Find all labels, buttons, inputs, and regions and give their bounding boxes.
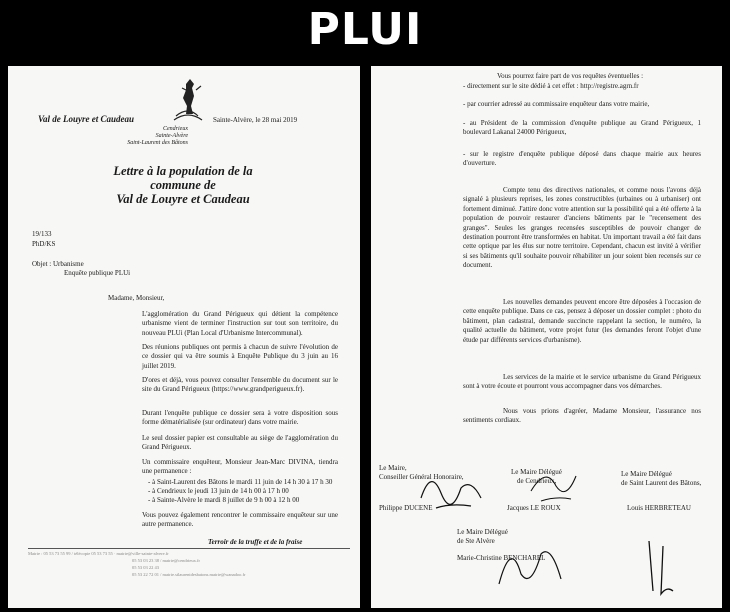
services-paragraph: Les services de la mairie et le service urbanisme du Grand Périgueux sont à votre écoute et pourront vous accompagner dans vos démarches. <box>463 373 701 391</box>
closing-paragraph: Vous pouvez également rencontrer le commissaire enquêteur sur une autre permanence. <box>142 511 338 529</box>
banner-title: PLUI <box>307 3 423 55</box>
signature-2-role: Le Maire Délégué <box>511 468 562 476</box>
title-line-1: Lettre à la population de la <box>113 164 253 178</box>
signature-1-name: Philippe DUCENE <box>379 504 433 512</box>
footer-divider <box>28 548 350 549</box>
logo-name: Val de Louyre et Caudeau <box>38 114 134 124</box>
letter-initials: PhD/KS <box>32 240 56 248</box>
objet-label: Objet : Urbanisme <box>32 260 84 268</box>
signature-scribble-2 <box>521 461 591 511</box>
letter-date: Sainte-Alvère, le 28 mai 2019 <box>213 116 298 124</box>
coat-of-arms-icon <box>168 76 208 122</box>
permanence-2: - à Cendrieux le jeudi 13 juin de 14 h 00 à 17 h 00 <box>148 487 289 495</box>
signature-4-role: Le Maire Délégué <box>457 528 508 536</box>
title-line-2: commune de <box>150 178 216 192</box>
signature-4-title: de Ste Alvère <box>457 537 495 545</box>
footer-line-3: 05 53 03 22 43 <box>132 565 159 570</box>
demandes-paragraph: Les nouvelles demandes peuvent encore être déposées à l'occasion de cette enquête publique. Dans ce cas, pensez à déposer un dossier complet : photo du bâtiment, plan cadastral, demande succincte rappelant la section, le numéro, la qualité actuelle du bâtiment, votre projet futur (les demandes feront l'objet d'une étude par différents services d'urbanisme). <box>463 298 701 344</box>
request-item-3: - au Président de la commission d'enquête publique au Grand Périgueux, 1 boulevard Lakanal 24000 Périgueux, <box>463 119 701 137</box>
commune-2: Sainte-Alvère <box>155 133 188 139</box>
commune-1: Cendrieux <box>163 126 188 132</box>
signature-3-name: Louis HERBRETEAU <box>627 504 691 512</box>
title-line-3: Val de Louyre et Caudeau <box>116 192 250 206</box>
paragraph-2: Des réunions publiques ont permis à chacun de suivre l'évolution de ce dossier qui va être soumis à Enquête Publique du 3 juin au 16 juillet 2019. <box>142 343 338 370</box>
request-item-4: - sur le registre d'enquête publique déposé dans chaque mairie aux heures d'ouverture. <box>463 150 701 168</box>
footer-line-2: 05 53 03 23 38 / mairie@cendrieux.fr <box>132 558 201 563</box>
permanence-1: - à Saint-Laurent des Bâtons le mardi 11 juin de 14 h 30 à 17 h 30 <box>148 478 333 486</box>
paragraph-1: L'agglomération du Grand Périgueux qui détient la compétence urbanisme vient de terminer l'instruction sur tout son territoire, du nouveau PLUi (Plan Local d'Urbanisme Intercommunal). <box>142 310 338 337</box>
logo-communes <box>108 126 188 147</box>
letter-ref: 19/133 <box>32 230 52 238</box>
footer-line-4: 05 53 22 72 01 / mairie.stlaurentdesbatons.mairie@wanadoo.fr <box>132 572 246 577</box>
permanence-3: - à Sainte-Alvère le mardi 8 juillet de 9 h 00 à 12 h 00 <box>148 496 300 504</box>
closing-formula: Nous vous prions d'agréer, Madame Monsieur, l'assurance nos sentiments cordiaux. <box>463 407 701 425</box>
banner <box>0 0 730 58</box>
paragraph-4: Durant l'enquête publique ce dossier sera à votre disposition sous forme dématérialisée (sur ordinateur) dans votre mairie. <box>142 409 338 427</box>
signature-scribble-4 <box>639 536 679 596</box>
signature-scribble-3 <box>491 534 571 594</box>
requests-intro: Vous pourrez faire part de vos requêtes éventuelles : <box>497 72 644 80</box>
paragraph-3: D'ores et déjà, vous pouvez consulter l'ensemble du document sur le site du Grand Périgueux (https://www.grandperigueux.fr). <box>142 376 338 394</box>
request-item-2: - par courrier adressé au commissaire enquêteur dans votre mairie, <box>463 100 650 108</box>
letter-page-2 <box>371 66 722 608</box>
footer-line-1: Mairie : 05 53 73 55 99 / télécopie 05 53 73 55 · mairie@ville-sainte-alvere.fr <box>28 551 169 556</box>
objet-value: Enquête publique PLUi <box>64 269 131 277</box>
signature-scribble-1 <box>411 458 501 518</box>
signature-3-role: Le Maire Délégué <box>621 470 672 478</box>
paragraph-5: Le seul dossier papier est consultable au siège de l'agglomération du Grand Périgueux. <box>142 434 338 452</box>
paragraph-6: Un commissaire enquêteur, Monsieur Jean-Marc DIVINA, tiendra une permanence : <box>142 458 338 476</box>
footer-slogan: Terroir de la truffe et de la fraise <box>208 538 303 546</box>
signature-1-title: Conseiller Général Honoraire, <box>379 473 464 481</box>
signature-4-name: Marie-Christine BENCHAREL <box>457 554 546 562</box>
granges-paragraph: Compte tenu des directives nationales, et comme nous l'avons déjà signalé à plusieurs reprises, les zones constructibles (urbaines ou à urbaniser) ont fortement diminué. J'attire donc votre attention sur la possibilité qui a été offerte à la population de pouvoir restaurer d'anciens bâtiments par le "recensement des granges". Seules les granges recensées susceptibles de pouvoir changer de destination pourront être transformées en habitat. Un important travail a été fait dans cette optique par les élus sur notre territoire. Cependant, chacun est invité à vérifier si ses bâtiments qu'il souhaite pouvoir réhabiliter un jour soient bien recensés sur ce document. <box>463 186 701 270</box>
signature-3-title: de Saint Laurent des Bâtons, <box>621 479 702 487</box>
letter-title <box>38 164 328 206</box>
signature-2-title: de Cendrieux, <box>517 477 557 485</box>
letter-page-1 <box>8 66 360 608</box>
salutation: Madame, Monsieur, <box>108 294 165 302</box>
commune-3: Saint-Laurent des Bâtons <box>127 140 188 146</box>
signature-1-role: Le Maire, <box>379 464 407 472</box>
signature-2-name: Jacques LE ROUX <box>507 504 561 512</box>
request-item-1: - directement sur le site dédié à cet effet : http://registre.agrn.fr <box>463 82 639 90</box>
